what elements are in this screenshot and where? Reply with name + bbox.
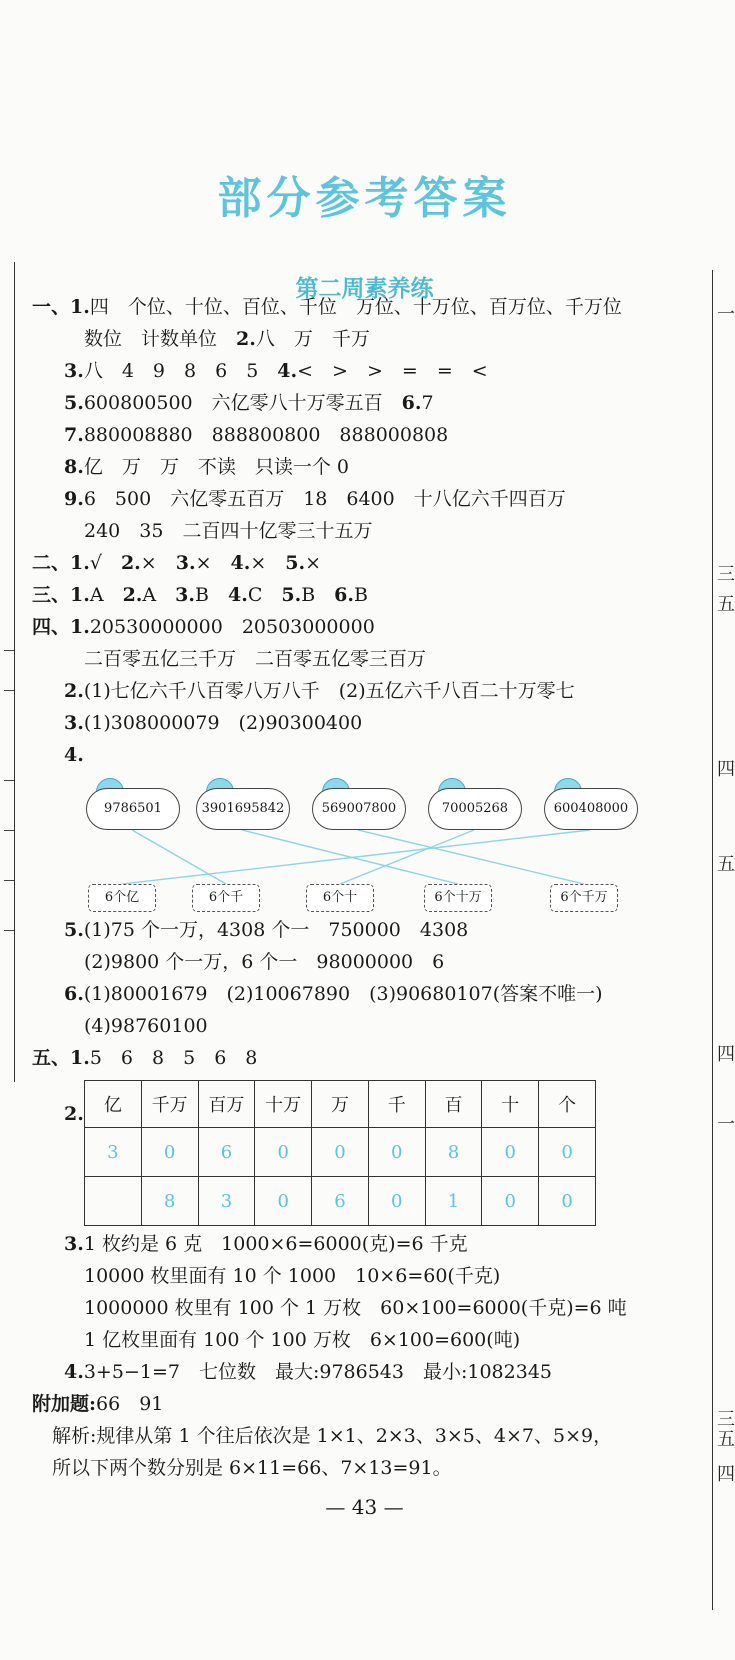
cropped-char: 一 xyxy=(717,1114,735,1135)
answer-text: C xyxy=(247,584,282,606)
digit-value-box: 6个十 xyxy=(306,884,374,912)
question-number: 二、1. xyxy=(32,552,90,574)
question-number: 3. xyxy=(64,360,84,382)
cropped-char: 一 xyxy=(717,304,735,325)
question-number: 8. xyxy=(64,456,84,478)
answer-text: < > > = = < xyxy=(297,360,488,382)
question-number: 7. xyxy=(64,424,84,446)
answer-text: 7 xyxy=(421,392,434,414)
table-cell: 0 xyxy=(539,1177,596,1226)
digit-value-box: 6个亿 xyxy=(88,884,156,912)
section-title: 第二周素养练 xyxy=(295,275,434,302)
answer-text: A xyxy=(142,584,176,606)
answer-text: 八 万 千万 xyxy=(255,328,370,350)
answer-text: 20530000000 20503000000 xyxy=(89,616,375,638)
table-header-cell: 亿 xyxy=(85,1081,142,1128)
answer-text: B xyxy=(195,584,228,606)
table-cell: 0 xyxy=(141,1128,198,1177)
question-number: 附加题: xyxy=(32,1393,97,1415)
answer-text: (1)75 个一万，4308 个一 750000 4308 xyxy=(83,919,469,941)
answer-text: B xyxy=(354,584,368,606)
cropped-char: 四 xyxy=(717,1044,735,1065)
answer-text: 6 500 六亿零五百万 18 6400 十八亿六千四百万 xyxy=(83,488,566,510)
page-number: — 43 — xyxy=(325,1495,404,1519)
answer-text: 880008880 888800800 888000808 xyxy=(83,424,449,446)
question-number: 一、1. xyxy=(32,296,90,318)
place-value-table xyxy=(84,1080,596,1226)
answer-text: 66 91 xyxy=(96,1393,164,1415)
question-number: 2. xyxy=(236,328,256,350)
table-header-cell: 千万 xyxy=(141,1081,198,1128)
table-cell: 0 xyxy=(482,1128,539,1177)
answer-text: 四 个位、十位、百位、千位 万位、十万位、百万位、千万位 xyxy=(89,296,622,318)
answer-text: 二百零五亿三千万 二百零五亿零三百万 xyxy=(84,648,427,670)
table-cell: 3 xyxy=(85,1128,142,1177)
answer-text: 所以下两个数分别是 6×11=66、7×13=91。 xyxy=(52,1457,452,1479)
cropped-char: 五 xyxy=(717,1429,735,1450)
answer-text: 240 35 二百四十亿零三十五万 xyxy=(84,520,373,542)
cloud-number: 569007800 xyxy=(312,788,406,830)
question-number: 3. xyxy=(64,1233,84,1255)
table-cell: 3 xyxy=(198,1177,255,1226)
cloud-number: 3901695842 xyxy=(196,788,290,830)
table-row xyxy=(85,1177,596,1226)
question-number: 2. xyxy=(122,584,143,606)
table-cell xyxy=(85,1177,142,1226)
question-number: 2. xyxy=(64,1103,84,1125)
question-number: 3. xyxy=(64,712,84,734)
answer-text: 八 4 9 8 6 5 xyxy=(83,360,278,382)
cloud-number: 70005268 xyxy=(428,788,522,830)
question-number: 5. xyxy=(64,392,84,414)
digit-value-box: 6个十万 xyxy=(424,884,492,912)
table-cell: 1 xyxy=(425,1177,482,1226)
answer-text: 1 枚约是 6 克 1000×6=6000(克)=6 千克 xyxy=(83,1233,468,1255)
table-cell: 0 xyxy=(255,1128,312,1177)
table-cell: 8 xyxy=(425,1128,482,1177)
answer-text: 3+5−1=7 七位数 最大:9786543 最小:1082345 xyxy=(83,1361,552,1383)
matching-line xyxy=(122,830,590,884)
cropped-char: 三 xyxy=(717,564,735,585)
question-number: 6. xyxy=(334,584,355,606)
answer-text: 600800500 六亿零八十万零五百 xyxy=(83,392,402,414)
table-cell: 0 xyxy=(539,1128,596,1177)
answer-text: 数位 计数单位 xyxy=(84,328,237,350)
answer-text: (1)80001679 (2)10067890 (3)90680107(答案不唯一) xyxy=(83,983,603,1005)
table-header-cell: 百 xyxy=(425,1081,482,1128)
question-number: 5. xyxy=(281,584,302,606)
question-number: 6. xyxy=(64,983,84,1005)
answer-text: 解析:规律从第 1 个往后依次是 1×1、2×3、3×5、4×7、5×9， xyxy=(52,1425,613,1447)
question-number: 4. xyxy=(277,360,298,382)
table-header-cell: 万 xyxy=(312,1081,369,1128)
table-header-cell: 个 xyxy=(539,1081,596,1128)
table-cell: 0 xyxy=(368,1128,425,1177)
question-number: 4. xyxy=(230,552,251,574)
answer-text: × xyxy=(195,552,231,574)
question-number: 3. xyxy=(175,584,195,606)
question-number: 2. xyxy=(64,680,84,702)
answer-text: (1)七亿六千八百零八万八千 (2)五亿六千八百二十万零七 xyxy=(83,680,575,702)
answer-text: B xyxy=(301,584,335,606)
cropped-char: 五 xyxy=(717,594,735,615)
answer-text: (2)9800 个一万，6 个一 98000000 6 xyxy=(84,951,445,973)
cropped-char: 五 xyxy=(717,854,735,875)
answer-text: × xyxy=(305,552,322,574)
cropped-char: 四 xyxy=(717,1464,735,1485)
table-header-cell: 百万 xyxy=(198,1081,255,1128)
matching-line xyxy=(132,830,226,884)
answer-text: √ xyxy=(89,552,121,574)
question-number: 5. xyxy=(64,919,84,941)
answer-text: 亿 万 万 不读 只读一个 0 xyxy=(83,456,349,478)
answer-text: 5 6 8 5 6 8 xyxy=(89,1047,258,1069)
table-cell: 0 xyxy=(482,1177,539,1226)
table-header-cell: 十万 xyxy=(255,1081,312,1128)
answer-text: × xyxy=(140,552,176,574)
question-number: 3. xyxy=(175,552,196,574)
digit-value-box: 6个千万 xyxy=(550,884,618,912)
question-number: 4. xyxy=(227,584,248,606)
question-number: 9. xyxy=(64,488,84,510)
cloud-number: 600408000 xyxy=(544,788,638,830)
table-cell: 6 xyxy=(312,1177,369,1226)
table-cell: 0 xyxy=(312,1128,369,1177)
answer-text: (1)308000079 (2)90300400 xyxy=(83,712,363,734)
question-number: 4. xyxy=(64,744,84,766)
table-cell: 0 xyxy=(255,1177,312,1226)
answer-text: × xyxy=(250,552,286,574)
answer-text: A xyxy=(89,584,123,606)
table-row xyxy=(85,1128,596,1177)
table-header-cell: 千 xyxy=(368,1081,425,1128)
answer-text: 1 亿枚里面有 100 个 100 万枚 6×100=600(吨) xyxy=(84,1329,521,1351)
digit-value-box: 6个千 xyxy=(192,884,260,912)
matching-line xyxy=(358,830,584,884)
table-cell: 6 xyxy=(198,1128,255,1177)
page-title: 部分参考答案 xyxy=(217,173,512,224)
cropped-char: 三 xyxy=(717,1409,735,1430)
question-number: 三、1. xyxy=(32,584,90,606)
question-number: 4. xyxy=(64,1361,84,1383)
question-number: 5. xyxy=(285,552,306,574)
answer-text: 1000000 枚里有 100 个 1 万枚 60×100=6000(千克)=6 吨 xyxy=(84,1297,627,1319)
answer-text: (4)98760100 xyxy=(84,1015,208,1037)
question-number: 6. xyxy=(401,392,422,414)
cropped-char: 四 xyxy=(717,759,735,780)
question-number: 2. xyxy=(120,552,141,574)
cloud-number: 9786501 xyxy=(86,788,180,830)
table-cell: 0 xyxy=(368,1177,425,1226)
table-header-cell: 十 xyxy=(482,1081,539,1128)
answer-text: 10000 枚里面有 10 个 1000 10×6=60(千克) xyxy=(84,1265,501,1287)
question-number: 四、1. xyxy=(32,616,90,638)
table-cell: 8 xyxy=(141,1177,198,1226)
question-number: 五、1. xyxy=(32,1047,90,1069)
